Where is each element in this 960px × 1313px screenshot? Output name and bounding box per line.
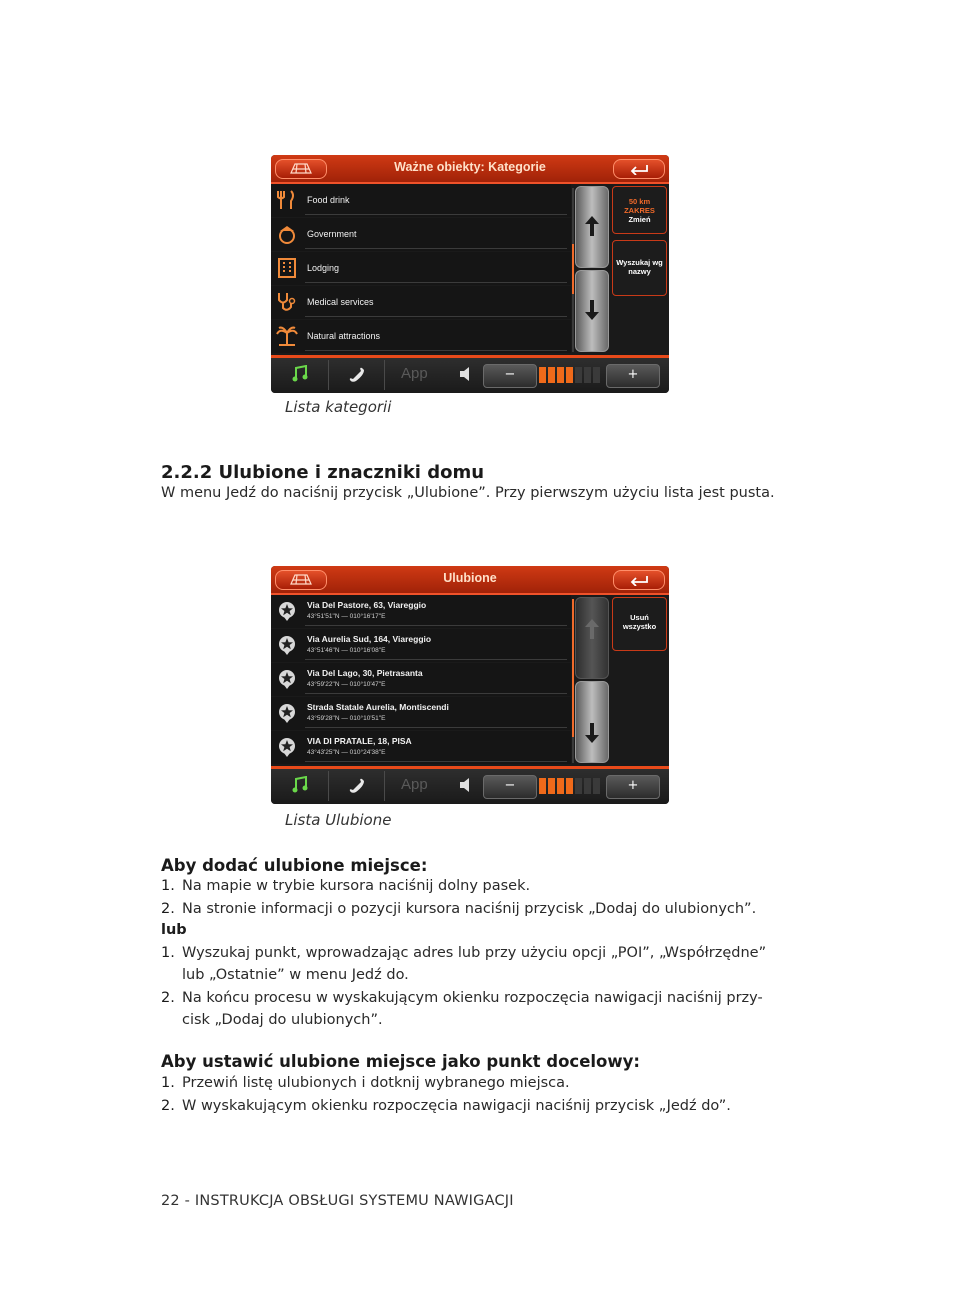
government-icon (275, 223, 299, 245)
screen-title: Ulubione (443, 571, 497, 585)
app-button[interactable]: App (401, 365, 428, 382)
music-note-icon[interactable] (291, 776, 309, 794)
volume-up-button[interactable]: + (606, 364, 660, 388)
volume-down-button[interactable]: − (483, 364, 537, 388)
list-item[interactable] (271, 731, 571, 764)
set-destination-heading: Aby ustawić ulubione miejsce jako punkt docelowy: (161, 1052, 640, 1071)
scroll-down-button[interactable] (575, 270, 609, 352)
step-item: 2. W wyskakującym okienku rozpoczęcia nawigacji naciśnij przycisk „Jedź do”. (161, 1098, 731, 1114)
step-item: 1. Wyszukaj punkt, wprowadzając adres lub przy użyciu opcji „POI”, „Współrzędne” (161, 945, 767, 961)
list-item[interactable] (271, 252, 571, 285)
list-item[interactable] (271, 697, 571, 730)
or-label: lub (161, 922, 187, 938)
favorite-name: Via Del Lago, 30, Pietrasanta (307, 668, 423, 678)
favorite-coords: 43°43'25"N — 010°24'38"E (307, 749, 386, 756)
volume-up-button[interactable]: + (606, 775, 660, 799)
screen-header (271, 155, 669, 184)
step-item-continued: lub „Ostatnie” w menu Jedź do. (182, 967, 409, 983)
back-arrow-icon (627, 162, 651, 175)
arrow-down-icon (584, 299, 600, 321)
list-item[interactable] (271, 595, 571, 628)
stethoscope-icon (275, 291, 299, 313)
delete-button-line1: Usuń (630, 613, 649, 622)
favorites-screenshot (271, 566, 669, 804)
fork-knife-icon (275, 189, 299, 211)
list-item-label: Government (307, 229, 357, 239)
arrow-up-icon (584, 215, 600, 237)
speaker-icon (459, 365, 473, 383)
add-favorite-heading: Aby dodać ulubione miejsce: (161, 856, 428, 875)
phone-icon[interactable] (347, 365, 365, 383)
back-button[interactable] (613, 570, 665, 590)
map-button[interactable] (275, 570, 327, 590)
screen-title: Ważne obiekty: Kategorie (394, 160, 546, 174)
favorite-coords: 43°51'51"N — 010°16'17"E (307, 613, 386, 620)
search-button-line1: Wyszukaj wg (616, 258, 663, 267)
list-item[interactable] (271, 629, 571, 662)
screen-header (271, 566, 669, 595)
intro-paragraph: W menu Jedź do naciśnij przycisk „Ulubione”. Przy pierwszym użyciu lista jest pusta. (161, 485, 775, 501)
list-item-label: Medical services (307, 297, 374, 307)
step-item: 2. Na końcu procesu w wyskakującym okienku rozpoczęcia nawigacji naciśnij przy- (161, 990, 763, 1006)
volume-down-button[interactable]: − (483, 775, 537, 799)
delete-all-button[interactable] (612, 597, 667, 651)
step-item: 1. Przewiń listę ulubionych i dotknij wybranego miejsca. (161, 1075, 570, 1091)
list-item[interactable] (271, 184, 571, 217)
volume-level (539, 367, 602, 383)
map-icon (289, 573, 313, 586)
search-by-name-button[interactable] (612, 240, 667, 296)
favorite-name: VIA DI PRATALE, 18, PISA (307, 736, 412, 746)
back-arrow-icon (627, 573, 651, 586)
range-button[interactable] (612, 186, 667, 234)
section-title: 2.2.2 Ulubione i znaczniki domu (161, 462, 485, 483)
scroll-thumb[interactable] (572, 244, 574, 294)
scroll-up-button[interactable] (575, 597, 609, 679)
arrow-down-icon (584, 722, 600, 744)
favorite-pin-icon (275, 702, 299, 724)
step-item: 2. Na stronie informacji o pozycji kursora naciśnij przycisk „Dodaj do ulubionych”. (161, 901, 757, 917)
bottom-bar (271, 766, 669, 804)
volume-level (539, 778, 602, 794)
list-item-label: Natural attractions (307, 331, 381, 341)
music-note-icon[interactable] (291, 365, 309, 383)
scroll-down-button[interactable] (575, 681, 609, 763)
list-item[interactable] (271, 218, 571, 251)
search-button-line2: nazwy (628, 267, 651, 276)
categories-screenshot (271, 155, 669, 393)
list-item[interactable] (271, 286, 571, 319)
app-button[interactable]: App (401, 776, 428, 793)
list-item-label: Lodging (307, 263, 340, 273)
phone-icon[interactable] (347, 776, 365, 794)
favorite-pin-icon (275, 600, 299, 622)
scrollbar[interactable] (571, 595, 609, 767)
favorite-coords: 43°51'46"N — 010°16'08"E (307, 647, 386, 654)
favorite-name: Strada Statale Aurelia, Montiscendi (307, 702, 449, 712)
bottom-bar (271, 355, 669, 393)
favorite-name: Via Del Pastore, 63, Viareggio (307, 600, 427, 610)
list-item-label: Food drink (307, 195, 350, 205)
list-item[interactable] (271, 663, 571, 696)
category-list (271, 184, 571, 356)
map-button[interactable] (275, 159, 327, 179)
arrow-up-icon (584, 618, 600, 640)
list-item[interactable] (271, 320, 571, 353)
favorite-name: Via Aurelia Sud, 164, Viareggio (307, 634, 432, 644)
favorite-coords: 43°59'22"N — 010°10'47"E (307, 681, 386, 688)
building-icon (275, 257, 299, 279)
favorite-pin-icon (275, 668, 299, 690)
speaker-icon (459, 776, 473, 794)
favorite-coords: 43°59'28"N — 010°10'51"E (307, 715, 386, 722)
range-action: Zmień (628, 215, 651, 224)
scroll-thumb[interactable] (572, 599, 574, 737)
scrollbar[interactable] (571, 184, 609, 356)
range-value: 50 km (628, 197, 651, 206)
delete-button-line2: wszystko (622, 622, 657, 631)
back-button[interactable] (613, 159, 665, 179)
step-item: 1. Na mapie w trybie kursora naciśnij dolny pasek. (161, 878, 531, 894)
favorite-pin-icon (275, 634, 299, 656)
scroll-up-button[interactable] (575, 186, 609, 268)
favorite-pin-icon (275, 736, 299, 758)
palm-tree-icon (275, 325, 299, 347)
page-footer: 22 - INSTRUKCJA OBSŁUGI SYSTEMU NAWIGACJI (161, 1193, 514, 1209)
map-icon (289, 162, 313, 175)
figure-caption: Lista Ulubione (285, 811, 392, 829)
favorites-list (271, 595, 571, 767)
range-label: ZAKRES (624, 206, 655, 215)
step-item-continued: cisk „Dodaj do ulubionych”. (182, 1012, 383, 1028)
figure-caption: Lista kategorii (285, 398, 392, 416)
